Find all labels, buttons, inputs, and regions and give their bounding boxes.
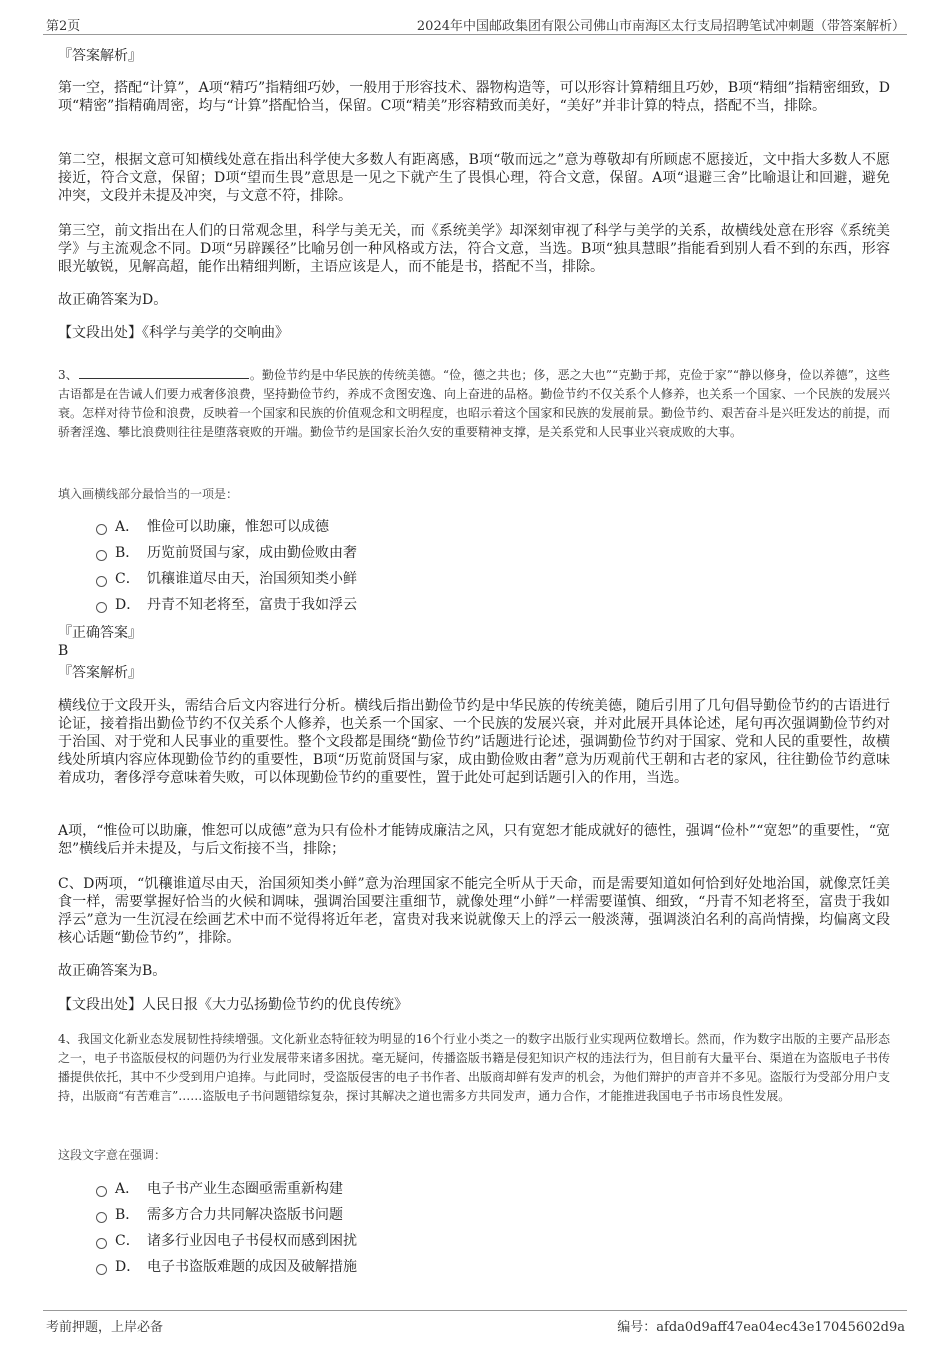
q3-stem-text: 。勤俭节约是中华民族的传统美德。“俭，德之共也；侈，恶之大也”“克勤于邦，克俭于家”“静以修身，俭以养德”，这些古语都是在告诫人们要力戒奢侈浪费，坚持勤俭节约，养成不贪图安逸、向上奋进的品格。勤俭节约不仅关系个人修养，也关系一个国家、一个民族的发展兴衰。怎样对待节俭和浪费，反映着一个国家和民族的价值观念和文明程度，也昭示着这个国家和民族的发展前景。勤俭节约、艰苦奋斗是兴旺发达的前提，而骄奢淫逸、攀比浪费则往往是堕落衰败的开端。勤俭节约是国家长治久安的重要精神支撑，是关系党和人民事业兴衰成败的大事。	[58, 368, 890, 439]
option-letter: D．	[115, 597, 141, 613]
q3-number: 3、	[58, 368, 78, 382]
q3-correct-heading: 『正确答案』	[58, 625, 142, 641]
page-header	[43, 12, 907, 35]
q4-prompt: 这段文字意在强调：	[58, 1148, 167, 1162]
q2-analysis-para-2: 第二空，根据文意可知横线处意在指出科学使大多数人有距离感，B项“敬而远之”意为尊敬却有所顾虑不愿接近，文中指大多数人不愿接近，符合文意，保留；D项“望而生畏”意思是一见之下就产生了畏惧心理，符合文意，保留。A项“退避三舍”比喻退让和回避，避免冲突，文段并未提及冲突，与文意不符，排除。	[58, 152, 890, 204]
q3-analysis-para-1: 横线位于文段开头，需结合后文内容进行分析。横线后指出勤俭节约是中华民族的传统美德，随后引用了几句倡导勤俭节约的古语进行论证，接着指出勤俭节约不仅关系个人修养，也关系一个国家、一个民族的发展兴衰，并对此展开具体论述，尾句再次强调勤俭节约对于治国、对于党和人民事业的重要性。整个文段都是围绕“勤俭节约”话题进行论述，强调勤俭节约对于国家、党和人民的重要性，故横线处所填内容应体现勤俭节约的重要性，B项“历览前贤国与家，成由勤俭败由奢”意为历观前代王朝和古老的家风，往往勤俭节约意味着成功，奢侈浮夸意味着失败，可以体现勤俭节约的重要性，置于此处可起到话题引入的作用，当选。	[58, 698, 890, 786]
option-text: 需多方合力共同解决盗版书问题	[147, 1207, 343, 1223]
option-letter: B．	[115, 545, 140, 561]
radio-icon[interactable]	[96, 1186, 107, 1197]
q3-correct-answer: B	[58, 643, 69, 659]
q3-analysis-heading: 『答案解析』	[58, 665, 142, 681]
q3-prompt: 填入画横线部分最恰当的一项是：	[58, 487, 239, 501]
q2-source: 【文段出处】《科学与美学的交响曲》	[58, 325, 289, 341]
option-text: 电子书盗版难题的成因及破解措施	[147, 1259, 357, 1275]
option-letter: A．	[115, 1181, 140, 1197]
radio-icon[interactable]	[96, 524, 107, 535]
q4-option-c[interactable]	[96, 1232, 357, 1250]
radio-icon[interactable]	[96, 1264, 107, 1275]
q3-option-d[interactable]	[96, 596, 357, 614]
option-text: 丹青不知老将至，富贵于我如浮云	[147, 597, 357, 613]
footer-slogan: 考前押题，上岸必备	[46, 1320, 164, 1335]
radio-icon[interactable]	[96, 602, 107, 613]
radio-icon[interactable]	[96, 1238, 107, 1249]
option-text: 电子书产业生态圈亟需重新构建	[147, 1181, 343, 1197]
option-letter: D．	[115, 1259, 141, 1275]
q4-option-d[interactable]	[96, 1258, 357, 1276]
option-letter: B．	[115, 1207, 140, 1223]
q3-option-a[interactable]	[96, 518, 329, 536]
q2-analysis-heading: 『答案解析』	[58, 48, 142, 64]
page-number: 第2页	[46, 19, 81, 34]
option-text: 诸多行业因电子书侵权而感到困扰	[147, 1233, 357, 1249]
q3-blank-line	[79, 366, 249, 379]
q3-option-b[interactable]	[96, 544, 357, 562]
page-footer	[43, 1310, 907, 1337]
option-letter: A．	[115, 519, 140, 535]
q3-analysis-para-3: C、D两项，“饥穰谁道尽由天，治国须知类小鲜”意为治理国家不能完全听从于天命，而是需要知道如何恰到好处地治国，就像烹饪美食一样，需要掌握好恰当的火候和调味，强调治国要注重细节，就像处理“小鲜”一样需要谨慎、细致，“丹青不知老将至，富贵于我如浮云”意为一生沉浸在绘画艺术中而不觉得将近年老，富贵对我来说就像天上的浮云一般淡薄，强调淡泊名利的高尚情操，均偏离文段核心话题“勤俭节约”，排除。	[58, 876, 890, 946]
option-text: 历览前贤国与家，成由勤俭败由奢	[147, 545, 357, 561]
q4-stem: 4、我国文化新业态发展韧性持续增强。文化新业态特征较为明显的16个行业小类之一的数字出版行业实现两位数增长。然而，作为数字出版的主要产品形态之一，电子书盗版侵权的问题仍为行业发展带来诸多困扰。毫无疑问，传播盗版书籍是侵犯知识产权的违法行为，但目前有大量平台、渠道在为盗版电子书传播提供依托，其中不少受到用户追捧。与此同时，受盗版侵害的电子书作者、出版商却鲜有发声的机会，为他们辩护的声音并不多见。盗版行为受部分用户支持，出版商“有苦难言”……盗版电子书问题错综复杂，探讨其解决之道也需多方共同发声，通力合作，才能推进我国电子书市场良性发展。	[58, 1032, 890, 1103]
document-title: 2024年中国邮政集团有限公司佛山市南海区太行支局招聘笔试冲刺题（带答案解析）	[416, 19, 905, 34]
q3-stem	[58, 366, 890, 442]
q4-option-a[interactable]	[96, 1180, 343, 1198]
radio-icon[interactable]	[96, 550, 107, 561]
q4-option-b[interactable]	[96, 1206, 343, 1224]
document-id: 编号：afda0d9aff47ea04ec43e17045602d9a	[617, 1320, 905, 1335]
q2-analysis-para-3: 第三空，前文指出在人们的日常观念里，科学与美无关，而《系统美学》却深刻审视了科学与美学的关系，故横线处意在形容《系统美学》与主流观念不同。D项“另辟蹊径”比喻另创一种风格或方法，符合文意，当选。B项“独具慧眼”指能看到别人看不到的东西，形容眼光敏锐，见解高超，能作出精细判断，主语应该是人，而不能是书，搭配不当，排除。	[58, 223, 890, 275]
q3-answer-conclusion: 故正确答案为B。	[58, 963, 167, 979]
q2-answer-conclusion: 故正确答案为D。	[58, 292, 168, 308]
option-text: 饥穰谁道尽由天，治国须知类小鲜	[147, 571, 357, 587]
radio-icon[interactable]	[96, 576, 107, 587]
q3-option-c[interactable]	[96, 570, 357, 588]
q2-analysis-para-1: 第一空，搭配“计算”，A项“精巧”指精细巧妙，一般用于形容技术、器物构造等，可以形容计算精细且巧妙，B项“精细”指精密细致，D项“精密”指精确周密，均与“计算”搭配恰当，保留。C项“精美”形容精致而美好，“美好”并非计算的特点，搭配不当，排除。	[58, 80, 890, 114]
q3-source: 【文段出处】人民日报《大力弘扬勤俭节约的优良传统》	[58, 997, 408, 1013]
q3-analysis-para-2: A项，“惟俭可以助廉，惟恕可以成德”意为只有俭朴才能铸成廉洁之风，只有宽恕才能成就好的德性，强调“俭朴”“宽恕”的重要性，“宽恕”横线后并未提及，与后文衔接不当，排除；	[58, 823, 890, 857]
option-text: 惟俭可以助廉，惟恕可以成德	[147, 519, 329, 535]
option-letter: C．	[115, 1233, 140, 1249]
option-letter: C．	[115, 571, 140, 587]
radio-icon[interactable]	[96, 1212, 107, 1223]
